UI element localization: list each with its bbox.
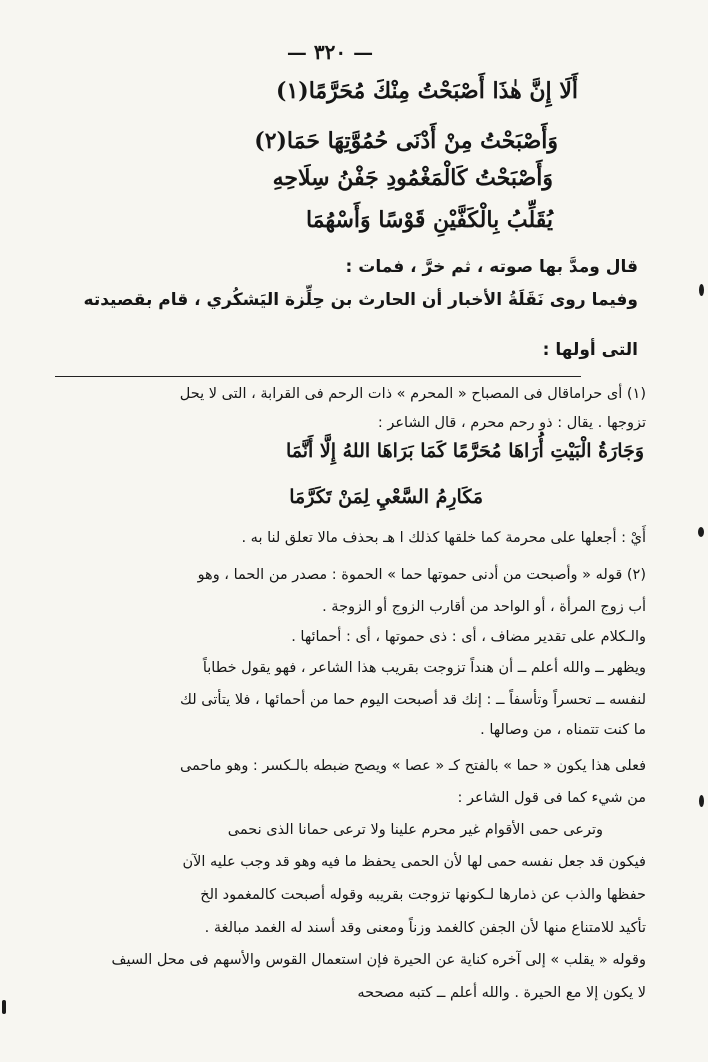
footnote-line: فعلى هذا يكون « حما » بالفتح كـ « عصا » ويصح ضبطه بالـكسر : وهو ماحمى	[179, 758, 646, 774]
scan-edge-mark	[699, 284, 704, 296]
footnote-line: فيكون قد جعل نفسه حمى لها لأن الحمى يحفظ ما فيه وهو قد وجب عليه الآن	[182, 854, 646, 870]
footnote-line: من شيء كما فى قول الشاعر :	[457, 790, 646, 806]
body-paragraph-1: قال ومدَّ بها صوته ، ثم خرَّ ، فمات :	[345, 257, 638, 277]
footnote-line: (١) أى حراماقال فى المصباح « المحرم » ذات الرحم فى القرابة ، التى لا يحل	[179, 386, 646, 402]
footnote-line: والـكلام على تقدير مضاف ، أى : ذى حموتها ، أى : أحمائها .	[291, 629, 646, 645]
body-paragraph-3: التى أولها :	[542, 340, 638, 360]
footnote-line: لنفسه ــ تحسراً وتأسفاً ــ : إنك قد أصبحت اليوم حما من أحمائها ، فلا يتأتى لك	[180, 692, 646, 708]
footnote-quoted-verse: وترعى حمى الأقوام غير محرم علينا ولا ترعى حمانا الذى نحمى	[227, 822, 603, 838]
footnote-divider	[55, 376, 581, 377]
footnote-line: أب زوج المرأة ، أو الواحد من أقارب الزوج أو الزوجة .	[322, 599, 646, 615]
footnote-cited-verse-1: وَجَارَةُ الْبَيْتِ أُرَاهَا مُحَرَّمًا كَمَا بَرَاهَا اللهُ إِلَّا أَنَّمَا	[285, 440, 644, 462]
scan-edge-mark	[699, 795, 704, 807]
page-number: — ٣٢٠ —	[286, 40, 374, 64]
footnote-line: (٢) قوله « وأصبحت من أدنى حموتها حما » الحموة : مصدر من الحما ، وهو	[197, 567, 646, 583]
footnote-line: وقوله « يقلب » إلى آخره كناية عن الحيرة فإن استعمال القوس والأسهم فى محل السيف	[111, 952, 646, 968]
footnote-line: ما كنت تتمناه ، من وصالها .	[480, 722, 646, 738]
poem-line-4: يُقَلِّبُ بِالْكَفَّيْنِ قَوْسًا وَأَسْهُمَا	[305, 207, 553, 233]
footnote-line: لا يكون إلا مع الحيرة . والله أعلم ــ كتبه مصححه	[357, 985, 646, 1001]
footnote-line: تأكيد للامتناع منها لأن الجفن كالغمد وزناً ومعنى وقد أسند له الغمد مبالغة .	[204, 920, 646, 936]
footnote-line: حفظها والذب عن ذمارها لـكونها تزوجت بقريبه وقوله أصبحت كالمغمود الخ	[200, 887, 646, 903]
poem-line-2: وَأَصْبَحْتُ مِنْ أَدْنَى حُمُوَّتِهَا حَمَا(٢)	[254, 128, 558, 154]
scan-edge-mark	[698, 527, 704, 537]
scan-edge-mark	[2, 1000, 6, 1014]
footnote-line: ويظهر ــ والله أعلم ــ أن هنداً تزوجت بقريب هذا الشاعر ، فهو يقول خطاباً	[202, 660, 646, 676]
poem-line-1: أَلَا إِنَّ هٰذَا أَصْبَحْتُ مِنْكَ مُحَرَّمًا(١)	[276, 78, 578, 104]
body-paragraph-2: وفيما روى نَقَلَةُ الأخبار أن الحارث بن حِلِّزة اليَشكُري ، قام بقصيدته	[83, 290, 638, 310]
footnote-line: أَيْ : أجعلها على محرمة كما خلقها كذلك ا هـ بحذف مالا تعلق لنا به .	[241, 530, 646, 546]
poem-line-3: وَأَصْبَحْتُ كَالْمَغْمُودِ جَفْنُ سِلَاحِهِ	[272, 165, 553, 191]
footnote-line: تزوجها . يقال : ذو رحم محرم ، قال الشاعر :	[377, 415, 646, 431]
footnote-cited-verse-2: مَكَارِمُ السَّعْيِ لِمَنْ تَكَرَّمَا	[289, 486, 483, 508]
